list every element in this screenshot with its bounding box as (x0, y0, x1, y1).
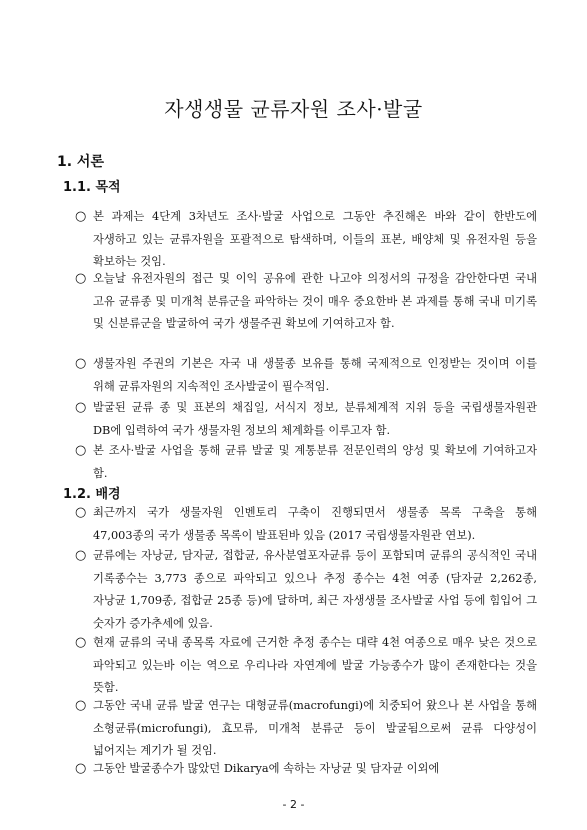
purpose-item-1 (75, 206, 537, 274)
bullet-circle-icon: ○ (75, 761, 87, 776)
background-item-1 (75, 502, 537, 547)
purpose-item-2 (75, 268, 537, 336)
bullet-circle-icon: ○ (75, 505, 87, 520)
background-item-3 (75, 632, 537, 700)
paragraph-text: 그동안 발굴종수가 많았던 Dikarya에 속하는 자낭균 및 담자균 이외에 (93, 762, 440, 775)
page-title: 자생생물 균류자원 조사·발굴 (164, 97, 423, 121)
paragraph-text: 생물자원 주권의 기본은 자국 내 생물종 보유를 통해 국제적으로 인정받는 것이며 이를 위해 균류자원의 지속적인 조사발굴이 필수적임. (93, 357, 537, 393)
bullet-circle-icon: ○ (75, 271, 87, 286)
purpose-item-5 (75, 440, 537, 485)
background-item-4 (75, 695, 537, 763)
paragraph-text: 오늘날 유전자원의 접근 및 이익 공유에 관한 나고야 의정서의 규정을 감안한다면 국내 고유 균류종 및 미개척 분류군을 파악하는 것이 매우 중요한바 본 과제를 통해 국내 미기록 및 신분류군을 발굴하여 국가 생물주권 확보에 기여하고자 함. (93, 272, 537, 330)
bullet-circle-icon: ○ (75, 698, 87, 713)
bullet-circle-icon: ○ (75, 635, 87, 650)
bullet-circle-icon: ○ (75, 356, 87, 371)
section-heading-intro: 1. 서론 (57, 154, 104, 170)
paragraph-text: 본 과제는 4단계 3차년도 조사·발굴 사업으로 그동안 추진해온 바와 같이 한반도에 자생하고 있는 균류자원을 포괄적으로 탐색하며, 이들의 표본, 배양체 및 유전자원 등을 확보하는 것임. (93, 210, 537, 268)
bullet-circle-icon: ○ (75, 209, 87, 224)
bullet-circle-icon: ○ (75, 443, 87, 458)
subsection-heading-purpose: 1.1. 목적 (63, 180, 121, 195)
paragraph-text: 균류에는 자낭균, 담자균, 접합균, 유사분열포자균류 등이 포함되며 균류의 공식적인 국내 기록종수는 3,773 종으로 파악되고 있으나 추정 종수는 4천 여종 (담자균 2,262종, 자낭균 1,709종, 접합균 25종 등)에 달하며, 최근 자생생물 조사발굴 사업 등에 힘입어 그 숫자가 증가추세에 있음. (93, 549, 537, 630)
paragraph-text: 현재 균류의 국내 종목록 자료에 근거한 추정 종수는 대략 4천 여종으로 매우 낮은 것으로 파악되고 있는바 이는 역으로 우리나라 자연계에 발굴 가능종수가 많이 존재한다는 것을 뜻함. (93, 636, 537, 694)
paragraph-text: 그동안 국내 균류 발굴 연구는 대형균류(macrofungi)에 치중되어 왔으나 본 사업을 통해 소형균류(microfungi), 효모류, 미개척 분류군 등이 발굴됨으로써 균류 다양성이 넓어지는 계기가 될 것임. (93, 699, 537, 757)
purpose-item-4 (75, 397, 537, 442)
bullet-circle-icon: ○ (75, 400, 87, 415)
background-item-2 (75, 545, 537, 635)
background-item-5 (75, 758, 537, 780)
subsection-heading-background: 1.2. 배경 (63, 487, 121, 502)
paragraph-text: 본 조사·발굴 사업을 통해 균류 발굴 및 계통분류 전문인력의 양성 및 확보에 기여하고자 함. (93, 444, 537, 480)
page-number: - 2 - (282, 798, 305, 811)
bullet-circle-icon: ○ (75, 548, 87, 563)
paragraph-text: 최근까지 국가 생물자원 인벤토리 구축이 진행되면서 생물종 목록 구축을 통해 47,003종의 국가 생물종 목록이 발표된바 있음 (2017 국립생물자원관 연보). (93, 506, 537, 542)
purpose-item-3 (75, 353, 537, 398)
paragraph-text: 발굴된 균류 종 및 표본의 채집일, 서식지 정보, 분류체계적 지위 등을 국립생물자원관 DB에 입력하여 국가 생물자원 정보의 체계화를 이루고자 함. (93, 401, 537, 437)
